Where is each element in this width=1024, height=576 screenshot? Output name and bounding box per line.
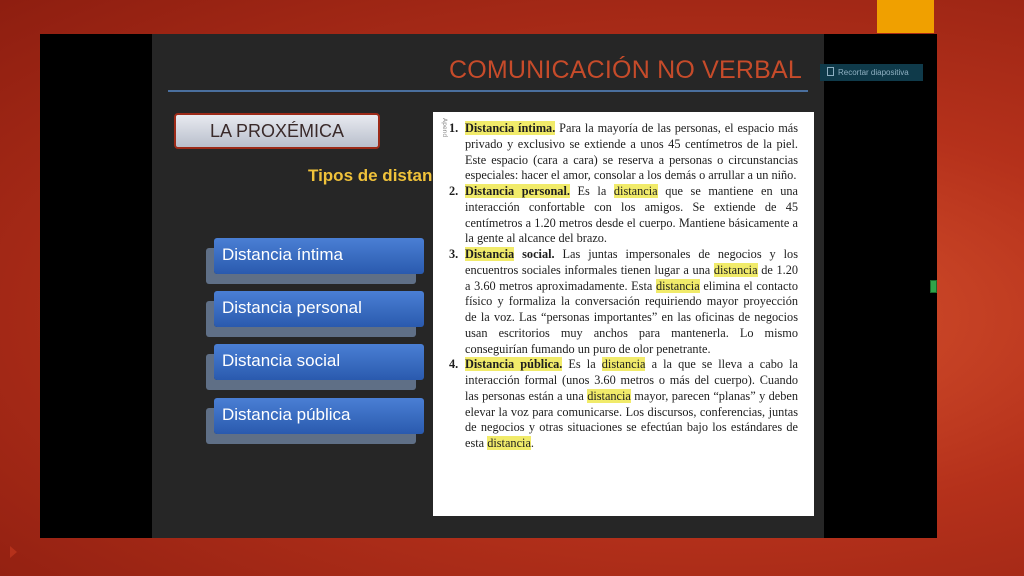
type-box-intima: Distancia íntima [214, 238, 424, 274]
type-box-publica: Distancia pública [214, 398, 424, 434]
slide-subtitle: Tipos de distan [308, 166, 433, 185]
highlighted-word: distancia [655, 278, 700, 293]
highlighted-word: distancia [613, 184, 658, 198]
margin-mark: Apend [440, 118, 448, 138]
book-item-text [465, 121, 798, 184]
title-underline [168, 90, 808, 92]
book-item-text [465, 184, 798, 247]
highlighted-term: Distancia pública. [465, 357, 563, 372]
highlighted-word: distancia [601, 357, 646, 372]
book-item [449, 357, 798, 452]
text-run: Para la mayoría de las personas, el espacio más privado y exclusivo se extiende a unos 45 centímetros de la piel. Este espacio (cara a cara) se reserva a personas o circunstancias especiales: hacer el amor, consolar a los demás o arrullar a un niño. [465, 121, 799, 183]
book-item [449, 184, 798, 247]
term-suffix: social. [514, 247, 555, 261]
text-run: Es la [562, 357, 602, 372]
highlighted-term: Distancia íntima. [465, 121, 556, 135]
crop-slide-button[interactable] [820, 64, 923, 81]
text-run: . [530, 436, 534, 450]
highlighted-term: Distancia [465, 247, 515, 261]
book-item-number: 2. [449, 184, 459, 198]
text-run: Es la [569, 184, 614, 198]
accent-rectangle [877, 0, 934, 33]
book-item [449, 247, 798, 357]
crop-slide-label: Recortar diapositiva [838, 68, 909, 77]
scroll-indicator-icon[interactable] [930, 280, 937, 293]
text-run: elimina el contacto físico y formaliza la conversación requiriendo mayor proyección de la voz. Las “personas importantes” en las oficinas de negocios usan escritorios muy anchos para mantenerla. Lo mismo conseguirían fumando un puro de olor penetrante. [465, 278, 798, 356]
book-item [449, 121, 798, 184]
book-excerpt [433, 112, 814, 516]
book-item-text [465, 247, 798, 357]
section-badge: LA PROXÉMICA [174, 113, 380, 149]
book-item-number: 4. [449, 357, 459, 372]
type-box-personal: Distancia personal [214, 291, 424, 327]
text-run: mayor, parecen “planas” y deben elevar la voz para comunicarse. Los discursos, conferencias, juntas de negocios y otras situaciones se efectúan bajo los estándares de esta [465, 388, 798, 450]
text-run: a la que se lleva a cabo la interacción formal (unos 3.60 metros o más del cuerpo). Cuando las personas están a una [465, 357, 798, 403]
decorative-arrow-icon [10, 546, 17, 558]
highlighted-word: distancia [587, 388, 631, 403]
highlighted-term: Distancia personal. [465, 184, 570, 198]
slide-title: COMUNICACIÓN NO VERBAL [448, 56, 802, 84]
book-item-number: 3. [449, 247, 459, 261]
highlighted-word: distancia [713, 262, 758, 277]
slide [152, 34, 824, 538]
text-run: que se mantiene en una interacción confortable con los amigos. Se extiende de 45 centímetros a 1.20 metros desde el cuerpo. Mantiene básicamente a la gente al alcance del brazo. [465, 184, 798, 246]
text-run: de 1.20 a 3.60 metros aproximadamente. Esta [465, 262, 798, 293]
crop-icon [827, 67, 834, 76]
type-box-social: Distancia social [214, 344, 424, 380]
highlighted-word: distancia [487, 436, 531, 450]
book-item-text [465, 357, 798, 452]
text-run: Las juntas impersonales de negocios y los encuentros sociales informales tienen lugar a una [465, 247, 798, 277]
book-item-number: 1. [449, 121, 459, 135]
